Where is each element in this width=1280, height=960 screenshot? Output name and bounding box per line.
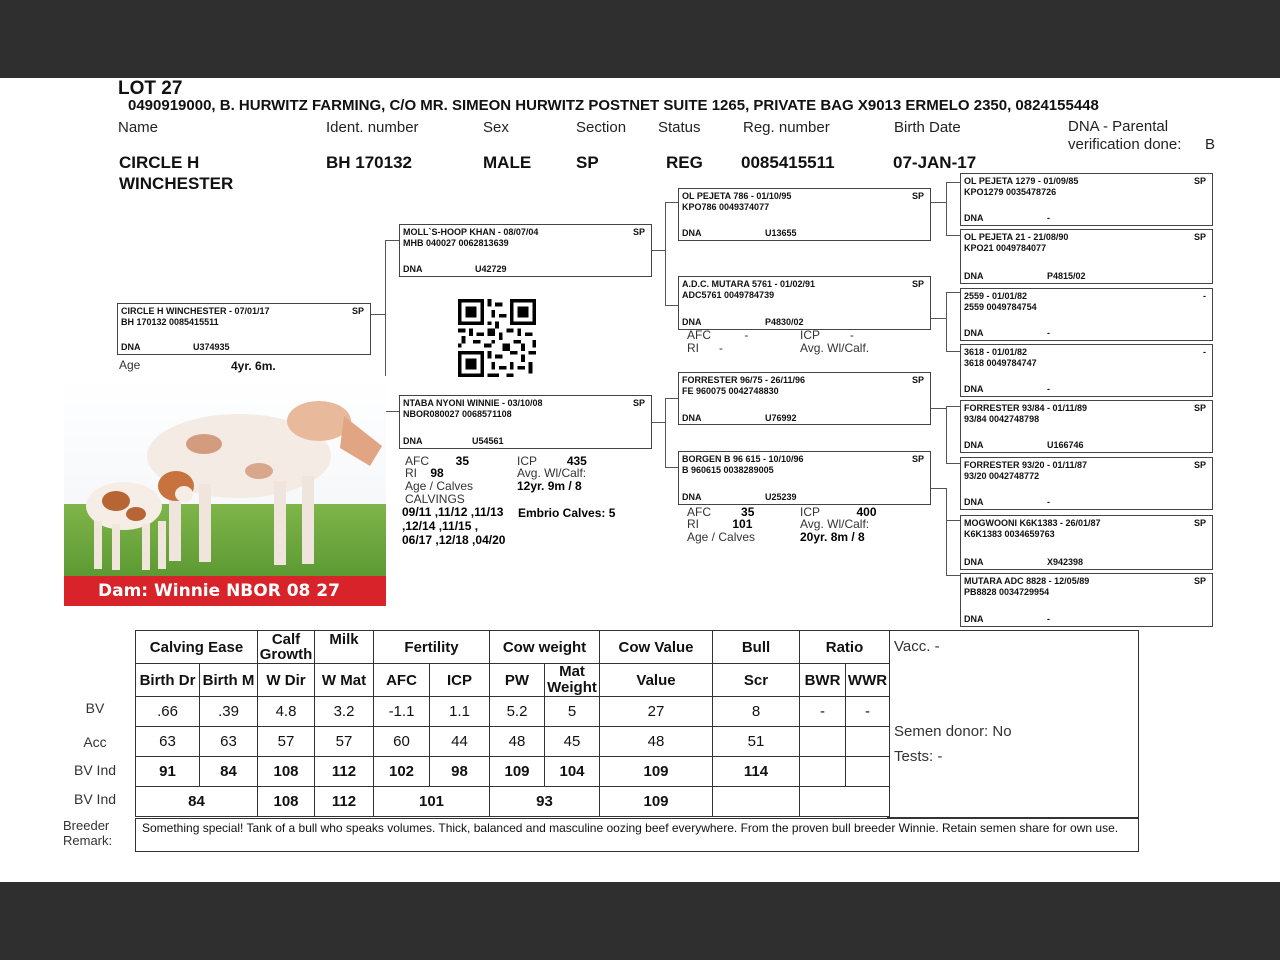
pedigree-dna-value: P4815/02	[1047, 271, 1086, 281]
pedigree-dna-value: U166746	[1047, 440, 1084, 450]
sub-w-mat: W Mat	[315, 664, 374, 697]
pedigree-reg: BH 170132 0085415511	[121, 317, 219, 327]
vacc-text: Vacc. -	[894, 638, 940, 655]
pedigree-dna-value: -	[1047, 213, 1050, 223]
pedigree-section: SP	[351, 306, 364, 316]
pedigree-dna-value: X942398	[1047, 557, 1084, 567]
group-ratio: Ratio	[800, 631, 890, 664]
connector	[665, 398, 678, 399]
bv-ind-row	[136, 757, 890, 787]
calvings-label: CALVINGS	[405, 492, 465, 506]
connector	[652, 250, 666, 251]
afc-value: 35	[741, 505, 755, 519]
pedigree-dna-label: DNA	[964, 213, 984, 223]
pedigree-reg: KPO786 0049374077	[682, 202, 770, 212]
pedigree-dna-value: -	[1047, 328, 1050, 338]
pedigree-reg: 93/84 0042748798	[964, 414, 1040, 424]
pedigree-dna-value: U76992	[765, 413, 797, 423]
dam-age-value: 12yr. 9m / 8	[517, 479, 582, 493]
connector	[946, 292, 960, 293]
icp-label: ICP	[800, 505, 820, 519]
connector	[946, 292, 947, 352]
connector	[385, 240, 399, 241]
age-label: Age	[119, 358, 141, 372]
pedigree-reg: 93/20 0042748772	[964, 471, 1040, 481]
header-status: Status	[658, 119, 701, 136]
pedigree-dna-label: DNA	[403, 436, 423, 446]
pedigree-name: FORRESTER 93/20 - 01/11/87	[964, 460, 1088, 470]
pedigree-section: -	[1203, 347, 1206, 357]
ind-cell: 102	[374, 757, 430, 787]
group-bull: Bull	[713, 631, 800, 664]
connector	[946, 463, 960, 464]
icp-label: ICP	[800, 328, 820, 342]
acc-cell	[846, 727, 890, 757]
breeding-values-table	[135, 630, 890, 817]
pedigree-name: A.D.C. MUTARA 5761 - 01/02/91	[682, 279, 816, 289]
bv-cell: 4.8	[258, 697, 315, 727]
pedigree-section: SP	[1193, 576, 1206, 586]
semen-donor-text: Semen donor: No	[894, 723, 1012, 740]
sub-icp: ICP	[430, 664, 490, 697]
header-dna-2: verification done:	[1068, 136, 1182, 153]
animal-reg: 0085415511	[741, 153, 835, 172]
bv-cell: -	[846, 697, 890, 727]
connector	[946, 351, 960, 352]
bv-cell: .39	[200, 697, 258, 727]
header-ident: Ident. number	[326, 119, 419, 136]
acc-cell: 57	[258, 727, 315, 757]
pedigree-name: BORGEN B 96 615 - 10/10/96	[682, 454, 804, 464]
bv-cell: 8	[713, 697, 800, 727]
animal-section: SP	[576, 153, 599, 172]
pedigree-name: FORRESTER 96/75 - 26/11/96	[682, 375, 806, 385]
afc-label: AFC	[687, 505, 711, 519]
connector	[946, 235, 960, 236]
pedigree-reg: ADC5761 0049784739	[682, 290, 775, 300]
ind2-cell: 108	[258, 787, 315, 817]
connector	[946, 488, 947, 576]
acc-cell: 44	[430, 727, 490, 757]
row-label-acc: Acc	[83, 734, 107, 750]
connector	[946, 575, 960, 576]
pedigree-name: OL PEJETA 1279 - 01/09/85	[964, 176, 1079, 186]
pedigree-section: SP	[1193, 460, 1206, 470]
dam-age-label: Age / Calves	[405, 479, 474, 493]
pedigree-dna-label: DNA	[682, 413, 702, 423]
dam-dam-age-label: Age / Calves	[687, 530, 756, 544]
connector	[931, 488, 947, 489]
dam-photo	[64, 376, 386, 606]
ri-label: RI	[687, 517, 699, 531]
dam-dam-avg-wl: Avg. Wl/Calf:	[800, 517, 870, 531]
animal-name: CIRCLE H	[119, 153, 200, 172]
pedigree-dna-value: U42729	[475, 264, 507, 274]
animal-birth: 07-JAN-17	[893, 153, 977, 172]
qr-code-icon	[456, 299, 538, 377]
row-label-bv: BV	[85, 700, 105, 716]
animal-status: REG	[666, 153, 703, 172]
acc-cell: 48	[600, 727, 713, 757]
pedigree-dna-value: U54561	[472, 436, 504, 446]
pedigree-section: SP	[1193, 403, 1206, 413]
pedigree-reg: KPO1279 0035478726	[964, 187, 1057, 197]
acc-cell: 45	[545, 727, 600, 757]
connector	[946, 182, 960, 183]
pedigree-name: 3618 - 01/01/82	[964, 347, 1028, 357]
ri-label: RI	[687, 341, 699, 355]
pedigree-reg: K6K1383 0034659763	[964, 529, 1055, 539]
sub-birth-dr: Birth Dr	[136, 664, 200, 697]
connector	[652, 422, 666, 423]
icp-value: -	[849, 328, 854, 342]
pedigree-name: FORRESTER 93/84 - 01/11/89	[964, 403, 1088, 413]
calvings-line-3: 06/17 ,12/18 ,04/20	[402, 533, 506, 547]
owner-details: 0490919000, B. HURWITZ FARMING, C/O MR. SIMEON HURWITZ POSTNET SUITE 1265, PRIVATE BAG X9013 ERMELO 2350, 0824155448	[128, 97, 1099, 114]
bv-ind-group-row	[136, 787, 890, 817]
tests-text: Tests: -	[894, 748, 943, 765]
icp-label: ICP	[517, 454, 537, 468]
pedigree-reg: 2559 0049784754	[964, 302, 1037, 312]
vaccination-panel	[887, 630, 1139, 818]
connector	[931, 202, 947, 203]
sub-bwr: BWR	[800, 664, 846, 697]
animal-name-2: WINCHESTER	[119, 174, 234, 193]
breeder-remark: Something special! Tank of a bull who speaks volumes. Thick, balanced and masculine oozing beef everywhere. From the proven bull breeder Winnie. Retain semen share for own use.	[135, 818, 1139, 852]
sub-scr: Scr	[713, 664, 800, 697]
bv-cell: .66	[136, 697, 200, 727]
dam-avg-wl: Avg. Wl/Calf:	[517, 466, 587, 480]
animal-ident: BH 170132	[326, 153, 413, 172]
pedigree-dna-value: U374935	[193, 342, 230, 352]
pedigree-box-self	[117, 303, 371, 355]
pedigree-reg: FE 960075 0042748830	[682, 386, 779, 396]
ind2-cell: 84	[136, 787, 258, 817]
acc-cell: 51	[713, 727, 800, 757]
pedigree-box-gg7	[960, 515, 1213, 570]
pedigree-dna-label: DNA	[964, 271, 984, 281]
header-dna: DNA - Parental	[1068, 118, 1169, 135]
ri-value: 101	[732, 517, 753, 531]
acc-cell: 57	[315, 727, 374, 757]
dam-dam-age-value: 20yr. 8m / 8	[800, 530, 865, 544]
bv-cell: 5	[545, 697, 600, 727]
dam-dam-ri	[687, 517, 752, 531]
afc-label: AFC	[687, 328, 711, 342]
lot-sheet	[0, 78, 1280, 882]
acc-row	[136, 727, 890, 757]
pedigree-dna-label: DNA	[964, 614, 984, 624]
pedigree-box-gg1	[960, 173, 1213, 226]
pedigree-reg: PB8828 0034729954	[964, 587, 1050, 597]
pedigree-reg: 3618 0049784747	[964, 358, 1037, 368]
sire-dam-ri	[687, 341, 723, 355]
ind-cell: 112	[315, 757, 374, 787]
pedigree-name: NTABA NYONI WINNIE - 03/10/08	[403, 398, 543, 408]
pedigree-dna-value: -	[1047, 497, 1050, 507]
row-label-bv-ind: BV Ind	[73, 762, 117, 778]
ind-cell: 109	[600, 757, 713, 787]
group-milk: Milk	[315, 631, 374, 664]
sub-wwr: WWR	[846, 664, 890, 697]
pedigree-dna-label: DNA	[121, 342, 141, 352]
ri-value: -	[719, 341, 724, 355]
pedigree-box-dam	[399, 395, 652, 449]
group-cow-weight: Cow weight	[490, 631, 600, 664]
breeder-remark-label: Breeder Remark:	[63, 818, 113, 848]
ind-cell: 108	[258, 757, 315, 787]
pedigree-reg: B 960615 0038289005	[682, 465, 774, 475]
pedigree-box-dam-sire	[678, 372, 931, 425]
sire-dam-icp	[800, 328, 854, 342]
pedigree-section: SP	[1193, 176, 1206, 186]
dam-ri	[405, 466, 444, 480]
connector	[665, 202, 678, 203]
pedigree-section: SP	[911, 375, 924, 385]
pedigree-dna-label: DNA	[682, 228, 702, 238]
bv-cell: 1.1	[430, 697, 490, 727]
pedigree-dna-label: DNA	[964, 328, 984, 338]
pedigree-name: MUTARA ADC 8828 - 12/05/89	[964, 576, 1090, 586]
pedigree-dna-label: DNA	[682, 492, 702, 502]
pedigree-box-gg8	[960, 573, 1213, 627]
pedigree-name: OL PEJETA 786 - 01/10/95	[682, 191, 792, 201]
ind-cell: 114	[713, 757, 800, 787]
pedigree-name: MOLL`S-HOOP KHAN - 08/07/04	[403, 227, 539, 237]
pedigree-section: SP	[911, 279, 924, 289]
bv-cell: 3.2	[315, 697, 374, 727]
calvings-line-1: 09/11 ,11/12 ,11/13	[402, 505, 504, 519]
pedigree-box-gg6	[960, 457, 1213, 510]
pedigree-box-sire-dam	[678, 276, 931, 330]
connector	[665, 305, 678, 306]
header-sex: Sex	[483, 119, 509, 136]
pedigree-box-sire-sire	[678, 188, 931, 241]
sub-w-dir: W Dir	[258, 664, 315, 697]
pedigree-dna-label: DNA	[964, 440, 984, 450]
dam-label: Dam: Winnie NBOR 08 27	[64, 576, 386, 606]
pedigree-dna-value: P4830/02	[765, 317, 804, 327]
ind-cell: 91	[136, 757, 200, 787]
ind-cell	[800, 757, 846, 787]
bv-row	[136, 697, 890, 727]
acc-cell: 48	[490, 727, 545, 757]
acc-cell: 63	[200, 727, 258, 757]
ri-label: RI	[405, 466, 417, 480]
lot-number: LOT 27	[118, 78, 183, 99]
row-label-bv-ind-2: BV Ind	[73, 791, 117, 807]
pedigree-dna-label: DNA	[403, 264, 423, 274]
connector	[946, 406, 960, 407]
afc-value: 35	[455, 454, 470, 468]
pedigree-name: MOGWOONI K6K1383 - 26/01/87	[964, 518, 1101, 528]
pedigree-box-dam-dam	[678, 451, 931, 505]
embrio-calves: Embrio Calves: 5	[518, 506, 616, 520]
afc-label: AFC	[405, 454, 429, 468]
connector	[665, 398, 666, 468]
connector	[931, 408, 947, 409]
connector	[385, 411, 399, 412]
ind2-cell: 109	[600, 787, 713, 817]
sub-mat-weight: Mat Weight	[545, 664, 600, 697]
ri-value: 98	[430, 466, 444, 480]
pedigree-reg: NBOR080027 0068571108	[403, 409, 512, 419]
group-calf-growth: Calf Growth	[258, 631, 315, 664]
connector	[946, 520, 960, 521]
pedigree-section: SP	[1193, 518, 1206, 528]
pedigree-section: SP	[632, 227, 645, 237]
sire-dam-afc	[687, 328, 748, 342]
ind-cell: 104	[545, 757, 600, 787]
sub-birth-m: Birth M	[200, 664, 258, 697]
pedigree-section: SP	[911, 454, 924, 464]
pedigree-dna-label: DNA	[964, 384, 984, 394]
header-section: Section	[576, 119, 627, 136]
pedigree-section: -	[1203, 291, 1206, 301]
ind-cell: 98	[430, 757, 490, 787]
ind-cell	[846, 757, 890, 787]
animal-sex: MALE	[483, 153, 532, 172]
acc-cell	[800, 727, 846, 757]
pedigree-dna-value: U13655	[765, 228, 797, 238]
pedigree-dna-value: -	[1047, 614, 1050, 624]
bv-cell: 27	[600, 697, 713, 727]
group-calving-ease: Calving Ease	[136, 631, 258, 664]
pedigree-section: SP	[1193, 232, 1206, 242]
connector	[665, 467, 678, 468]
acc-cell: 60	[374, 727, 430, 757]
group-cow-value: Cow Value	[600, 631, 713, 664]
ind-cell: 109	[490, 757, 545, 787]
pedigree-name: OL PEJETA 21 - 21/08/90	[964, 232, 1069, 242]
ind2-cell	[800, 787, 890, 817]
pedigree-section: SP	[632, 398, 645, 408]
connector	[371, 314, 386, 315]
bv-cell: -	[800, 697, 846, 727]
icp-value: 400	[856, 505, 877, 519]
pedigree-name: 2559 - 01/01/82	[964, 291, 1028, 301]
sire-dam-avg-wl: Avg. Wl/Calf.	[800, 341, 870, 355]
pedigree-section: SP	[911, 191, 924, 201]
ind-cell: 84	[200, 757, 258, 787]
bv-cell: -1.1	[374, 697, 430, 727]
ind2-cell: 112	[315, 787, 374, 817]
sub-value: Value	[600, 664, 713, 697]
pedigree-dna-label: DNA	[682, 317, 702, 327]
connector	[665, 202, 666, 306]
connector	[946, 182, 947, 236]
pedigree-dna-value: U25239	[765, 492, 797, 502]
pedigree-reg: MHB 040027 0062813639	[403, 238, 509, 248]
pedigree-dna-label: DNA	[964, 557, 984, 567]
pedigree-dna-value: -	[1047, 384, 1050, 394]
header-name: Name	[118, 119, 159, 136]
acc-cell: 63	[136, 727, 200, 757]
sub-pw: PW	[490, 664, 545, 697]
group-fertility: Fertility	[374, 631, 490, 664]
connector	[931, 318, 947, 319]
pedigree-reg: KPO21 0049784077	[964, 243, 1047, 253]
header-reg: Reg. number	[743, 119, 830, 136]
pedigree-box-gg2	[960, 229, 1213, 284]
icp-value: 435	[566, 454, 587, 468]
calvings-line-2: ,12/14 ,11/15 ,	[402, 519, 479, 533]
sub-afc: AFC	[374, 664, 430, 697]
ind2-cell: 101	[374, 787, 490, 817]
afc-value: -	[744, 328, 749, 342]
pedigree-dna-label: DNA	[964, 497, 984, 507]
dna-verification-value: B	[1205, 136, 1216, 153]
pedigree-name: CIRCLE H WINCHESTER - 07/01/17	[121, 306, 270, 316]
bv-cell: 5.2	[490, 697, 545, 727]
ind2-cell	[713, 787, 800, 817]
pedigree-box-sire	[399, 224, 652, 277]
connector	[946, 406, 947, 464]
pedigree-box-gg4	[960, 344, 1213, 397]
header-birth: Birth Date	[894, 119, 961, 136]
ind2-cell: 93	[490, 787, 600, 817]
pedigree-box-gg3	[960, 288, 1213, 341]
pedigree-box-gg5	[960, 400, 1213, 453]
age-value: 4yr. 6m.	[231, 359, 276, 373]
